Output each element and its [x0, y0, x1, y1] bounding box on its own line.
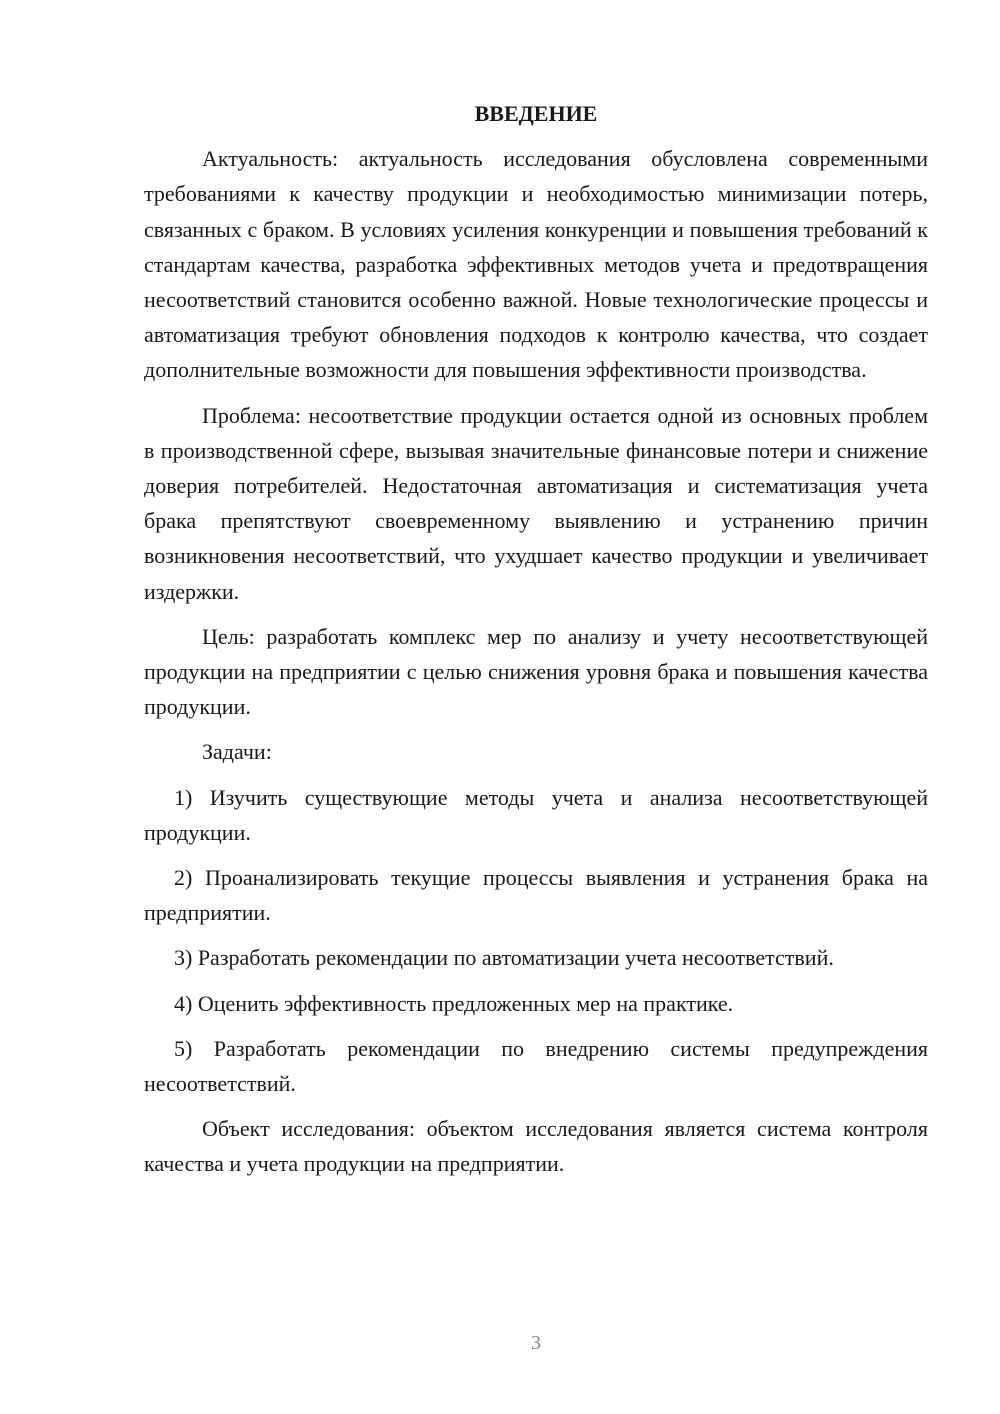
- page-content: [144, 96, 928, 1192]
- task-item-3: 3) Разработать рекомендации по автоматизации учета несоответствий.: [174, 945, 834, 971]
- task-item-2: 2) Проанализировать текущие процессы выявления и устранения брака на предприятии.: [144, 865, 928, 926]
- paragraph-relevance: Актуальность: актуальность исследования обусловлена современными требованиями к качеству продукции и необходимостью минимизации потерь, связанных с браком. В условиях усиления конкуренции и повышения требований к стандартам качества, разработка эффективных методов учета и предотвращения несоответствий становится особенно важной. Новые технологические процессы и автоматизация требуют обновления подходов к контролю качества, что создает дополнительные возможности для повышения эффективности производства.: [144, 146, 928, 383]
- task-item-4: 4) Оценить эффективность предложенных мер на практике.: [174, 990, 734, 1016]
- task-item-5: 5) Разработать рекомендации по внедрению системы предупреждения несоответствий.: [144, 1035, 928, 1097]
- section-heading: ВВЕДЕНИЕ: [474, 101, 598, 126]
- page-number: 3: [531, 1332, 541, 1354]
- task-item-1: 1) Изучить существующие методы учета и анализа несоответствующей продукции.: [144, 784, 928, 845]
- paragraph-problem: Проблема: несоответствие продукции остается одной из основных проблем в производственной сфере, вызывая значительные финансовые потери и снижение доверия потребителей. Недостаточная автоматизация и систематизация учета брака препятствуют своевременному выявлению и устранению причин возникновения несоответствий, что ухудшает качество продукции и увеличивает издержки.: [144, 402, 928, 604]
- tasks-label: Задачи:: [202, 739, 272, 765]
- paragraph-goal: Цель: разработать комплекс мер по анализу и учету несоответствующей продукции на предприятии с целью снижения уровня брака и повышения качества продукции.: [144, 623, 928, 720]
- paragraph-object: Объект исследования: объектом исследования является система контроля качества и учета продукции на предприятии.: [144, 1116, 928, 1177]
